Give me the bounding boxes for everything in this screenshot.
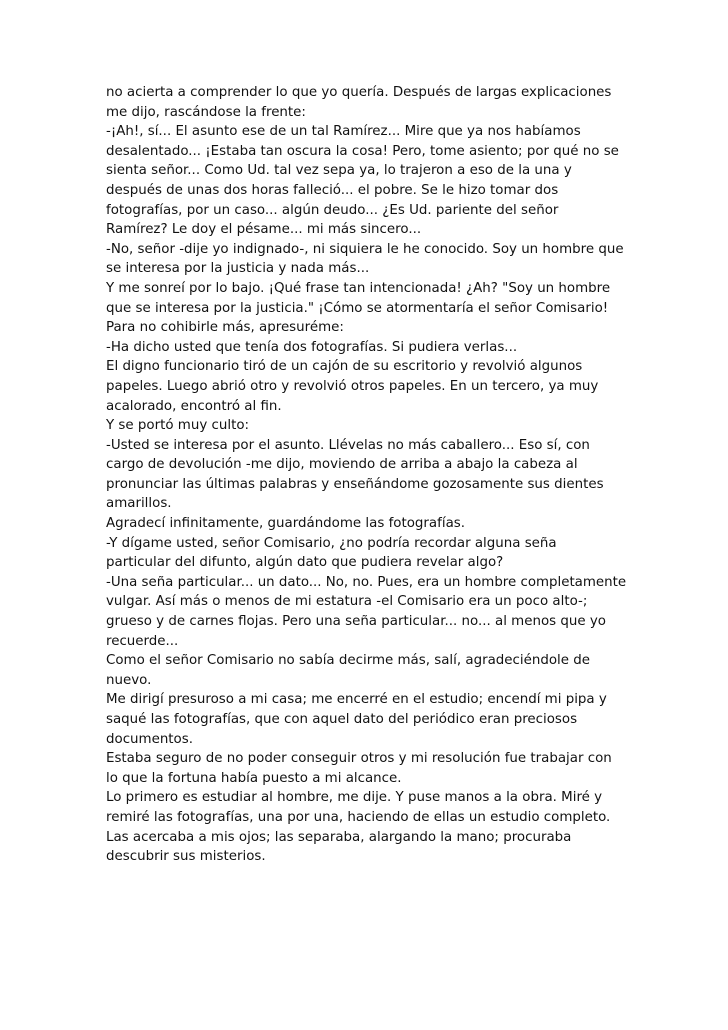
text-line: Me dirigí presuroso a mi casa; me encerré en el estudio; encendí mi pipa y — [106, 692, 607, 708]
text-line: -¡Ah!, sí... El asunto ese de un tal Ramírez... Mire que ya nos habíamos — [106, 124, 581, 140]
text-line: me dijo, rascándose la frente: — [106, 104, 306, 120]
text-line: que se interesa por la justicia." ¡Cómo se atormentaría el señor Comisario! — [106, 300, 609, 316]
text-line: lo que la fortuna había puesto a mi alcance. — [106, 770, 402, 786]
text-line: amarillos. — [106, 496, 172, 512]
text-line: sienta señor... Como Ud. tal vez sepa ya, lo trajeron a eso de la una y — [106, 163, 572, 179]
text-line: acalorado, encontró al fin. — [106, 398, 282, 414]
text-line: -No, señor -dije yo indignado-, ni siquiera le he conocido. Soy un hombre que — [106, 241, 624, 257]
text-line: Como el señor Comisario no sabía decirme más, salí, agradeciéndole de — [106, 653, 590, 669]
text-line: descubrir sus misterios. — [106, 849, 266, 865]
text-line: no acierta a comprender lo que yo quería. Después de largas explicaciones — [106, 85, 612, 100]
text-line: documentos. — [106, 731, 193, 747]
text-line: Las acercaba a mis ojos; las separaba, alargando la mano; procuraba — [106, 829, 572, 845]
body-text — [106, 83, 626, 867]
text-line: saqué las fotografías, que con aquel dato del periódico eran preciosos — [106, 712, 578, 727]
text-line: desalentado... ¡Estaba tan oscura la cosa! Pero, tome asiento; por qué no se — [106, 143, 619, 159]
text-line: -Y dígame usted, señor Comisario, ¿no podría recordar alguna seña — [106, 535, 557, 551]
text-line: Estaba seguro de no poder conseguir otros y mi resolución fue trabajar con — [106, 751, 612, 767]
text-line: Ramírez? Le doy el pésame... mi más sincero... — [106, 222, 422, 238]
text-line: recuerde... — [106, 633, 179, 649]
text-line: nuevo. — [106, 672, 152, 688]
text-line: El digno funcionario tiró de un cajón de su escritorio y revolvió algunos — [106, 359, 583, 375]
text-line: vulgar. Así más o menos de mi estatura -el Comisario era un poco alto-; — [106, 594, 588, 610]
text-line: -Usted se interesa por el asunto. Llévelas no más caballero... Eso sí, con — [106, 437, 590, 453]
text-line: cargo de devolución -me dijo, moviendo de arriba a abajo la cabeza al — [106, 457, 578, 473]
text-line: remiré las fotografías, una por una, haciendo de ellas un estudio completo. — [106, 809, 611, 825]
text-line: Lo primero es estudiar al hombre, me dije. Y puse manos a la obra. Miré y — [106, 790, 603, 806]
text-line: Y se portó muy culto: — [106, 418, 250, 434]
text-line: Agradecí infinitamente, guardándome las fotografías. — [106, 516, 466, 532]
text-line: -Una seña particular... un dato... No, no. Pues, era un hombre completamente — [106, 574, 627, 590]
text-line: particular del difunto, algún dato que pudiera revelar algo? — [106, 555, 504, 571]
text-line: Para no cohibirle más, apresuréme: — [106, 320, 344, 336]
text-line: grueso y de carnes flojas. Pero una seña particular... no... al menos que yo — [106, 614, 606, 630]
text-line: papeles. Luego abrió otro y revolvió otros papeles. En un tercero, ya muy — [106, 378, 599, 394]
text-line: pronunciar las últimas palabras y enseñándome gozosamente sus dientes — [106, 476, 604, 492]
text-line: -Ha dicho usted que tenía dos fotografías. Si pudiera verlas... — [106, 339, 518, 355]
text-line: se interesa por la justicia y nada más... — [106, 261, 370, 277]
text-line: fotografías, por un caso... algún deudo... ¿Es Ud. pariente del señor — [106, 202, 559, 218]
text-line: Y me sonreí por lo bajo. ¡Qué frase tan intencionada! ¿Ah? "Soy un hombre — [106, 280, 611, 296]
text-line: después de unas dos horas falleció... el pobre. Se le hizo tomar dos — [106, 182, 559, 198]
